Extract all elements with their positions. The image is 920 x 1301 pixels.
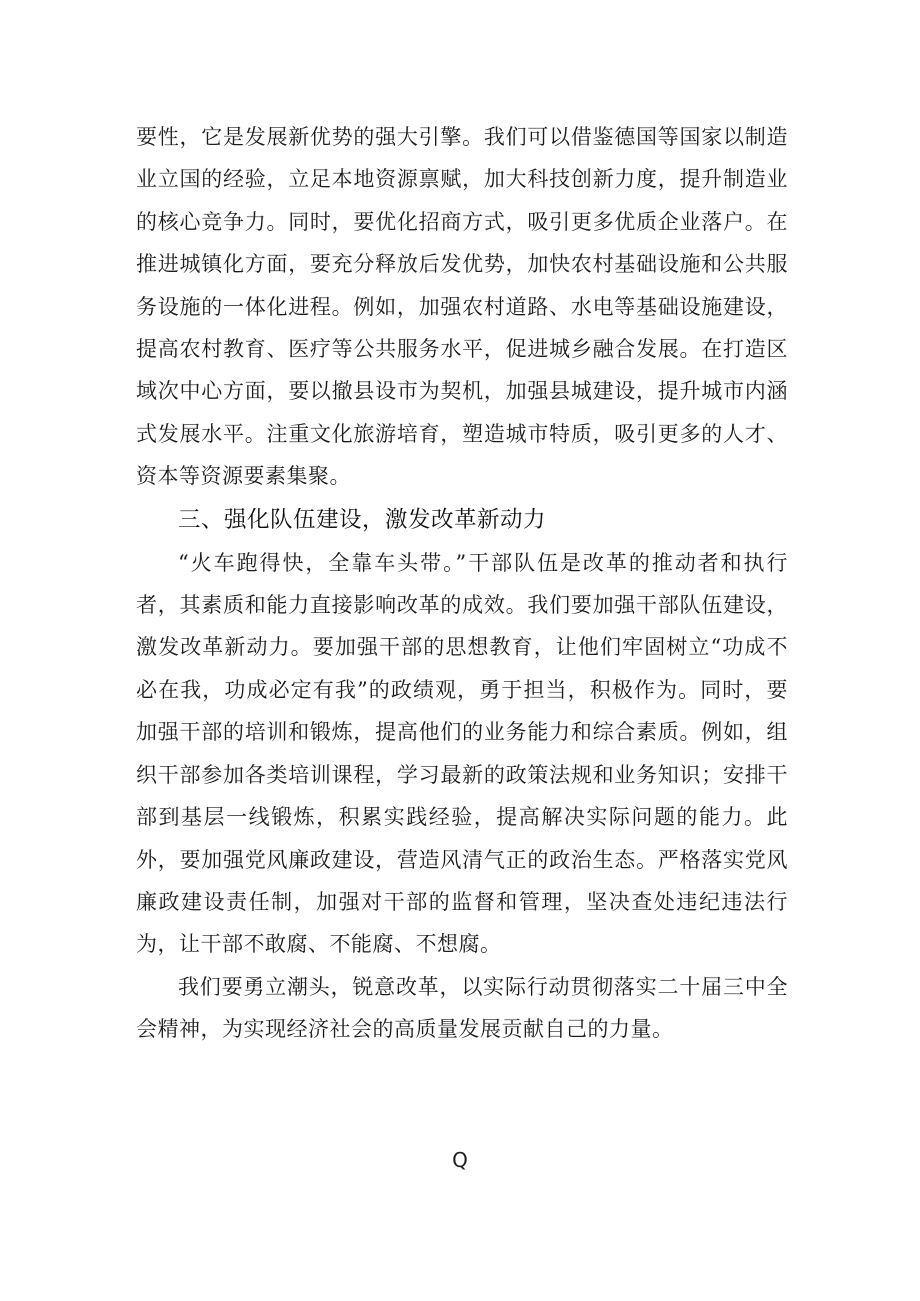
paragraph-cadre-building: “火车跑得快，全靠车头带。”干部队伍是改革的推动者和执行者，其素质和能力直接影响改革的成效。我们要加强干部队伍建设，激发改革新动力。要加强干部的思想教育，让他们牢固树立“功成不必在我，功成必定有我”的政绩观，勇于担当，积极作为。同时，要加强干部的培训和锻炼，提高他们的业务能力和综合素质。例如，组织干部参加各类培训课程，学习最新的政策法规和业务知识；安排干部到基层一线锻炼，积累实践经验，提高解决实际问题的能力。此外，要加强党风廉政建设，营造风清气正的政治生态。严格落实党风廉政建设责任制，加强对干部的监督和管理，坚决查处违纪违法行为，让干部不敢腐、不能腐、不想腐。: [136, 550, 788, 957]
paragraph-continuation: 要性，它是发展新优势的强大引擎。我们可以借鉴德国等国家以制造业立国的经验，立足本地资源禀赋，加大科技创新力度，提升制造业的核心竞争力。同时，要优化招商方式，吸引更多优质企业落户。在推进城镇化方面，要充分释放后发优势，加快农村基础设施和公共服务设施的一体化进程。例如，加强农村道路、水电等基础设施建设，提高农村教育、医疗等公共服务水平，促进城乡融合发展。在打造区域次中心方面，要以撤县设市为契机，加强县城建设，提升城市内涵式发展水平。注重文化旅游培育，塑造城市特质，吸引更多的人才、资本等资源要素集聚。: [136, 125, 788, 489]
document-body: [136, 116, 788, 1051]
section-heading-3: 三、强化队伍建设，激发改革新动力: [178, 506, 547, 533]
page-number: Q: [452, 1148, 468, 1172]
paragraph-conclusion: 我们要勇立潮头，锐意改革，以实际行动贯彻落实二十届三中全会精神，为实现经济社会的高质量发展贡献自己的力量。: [136, 974, 788, 1042]
